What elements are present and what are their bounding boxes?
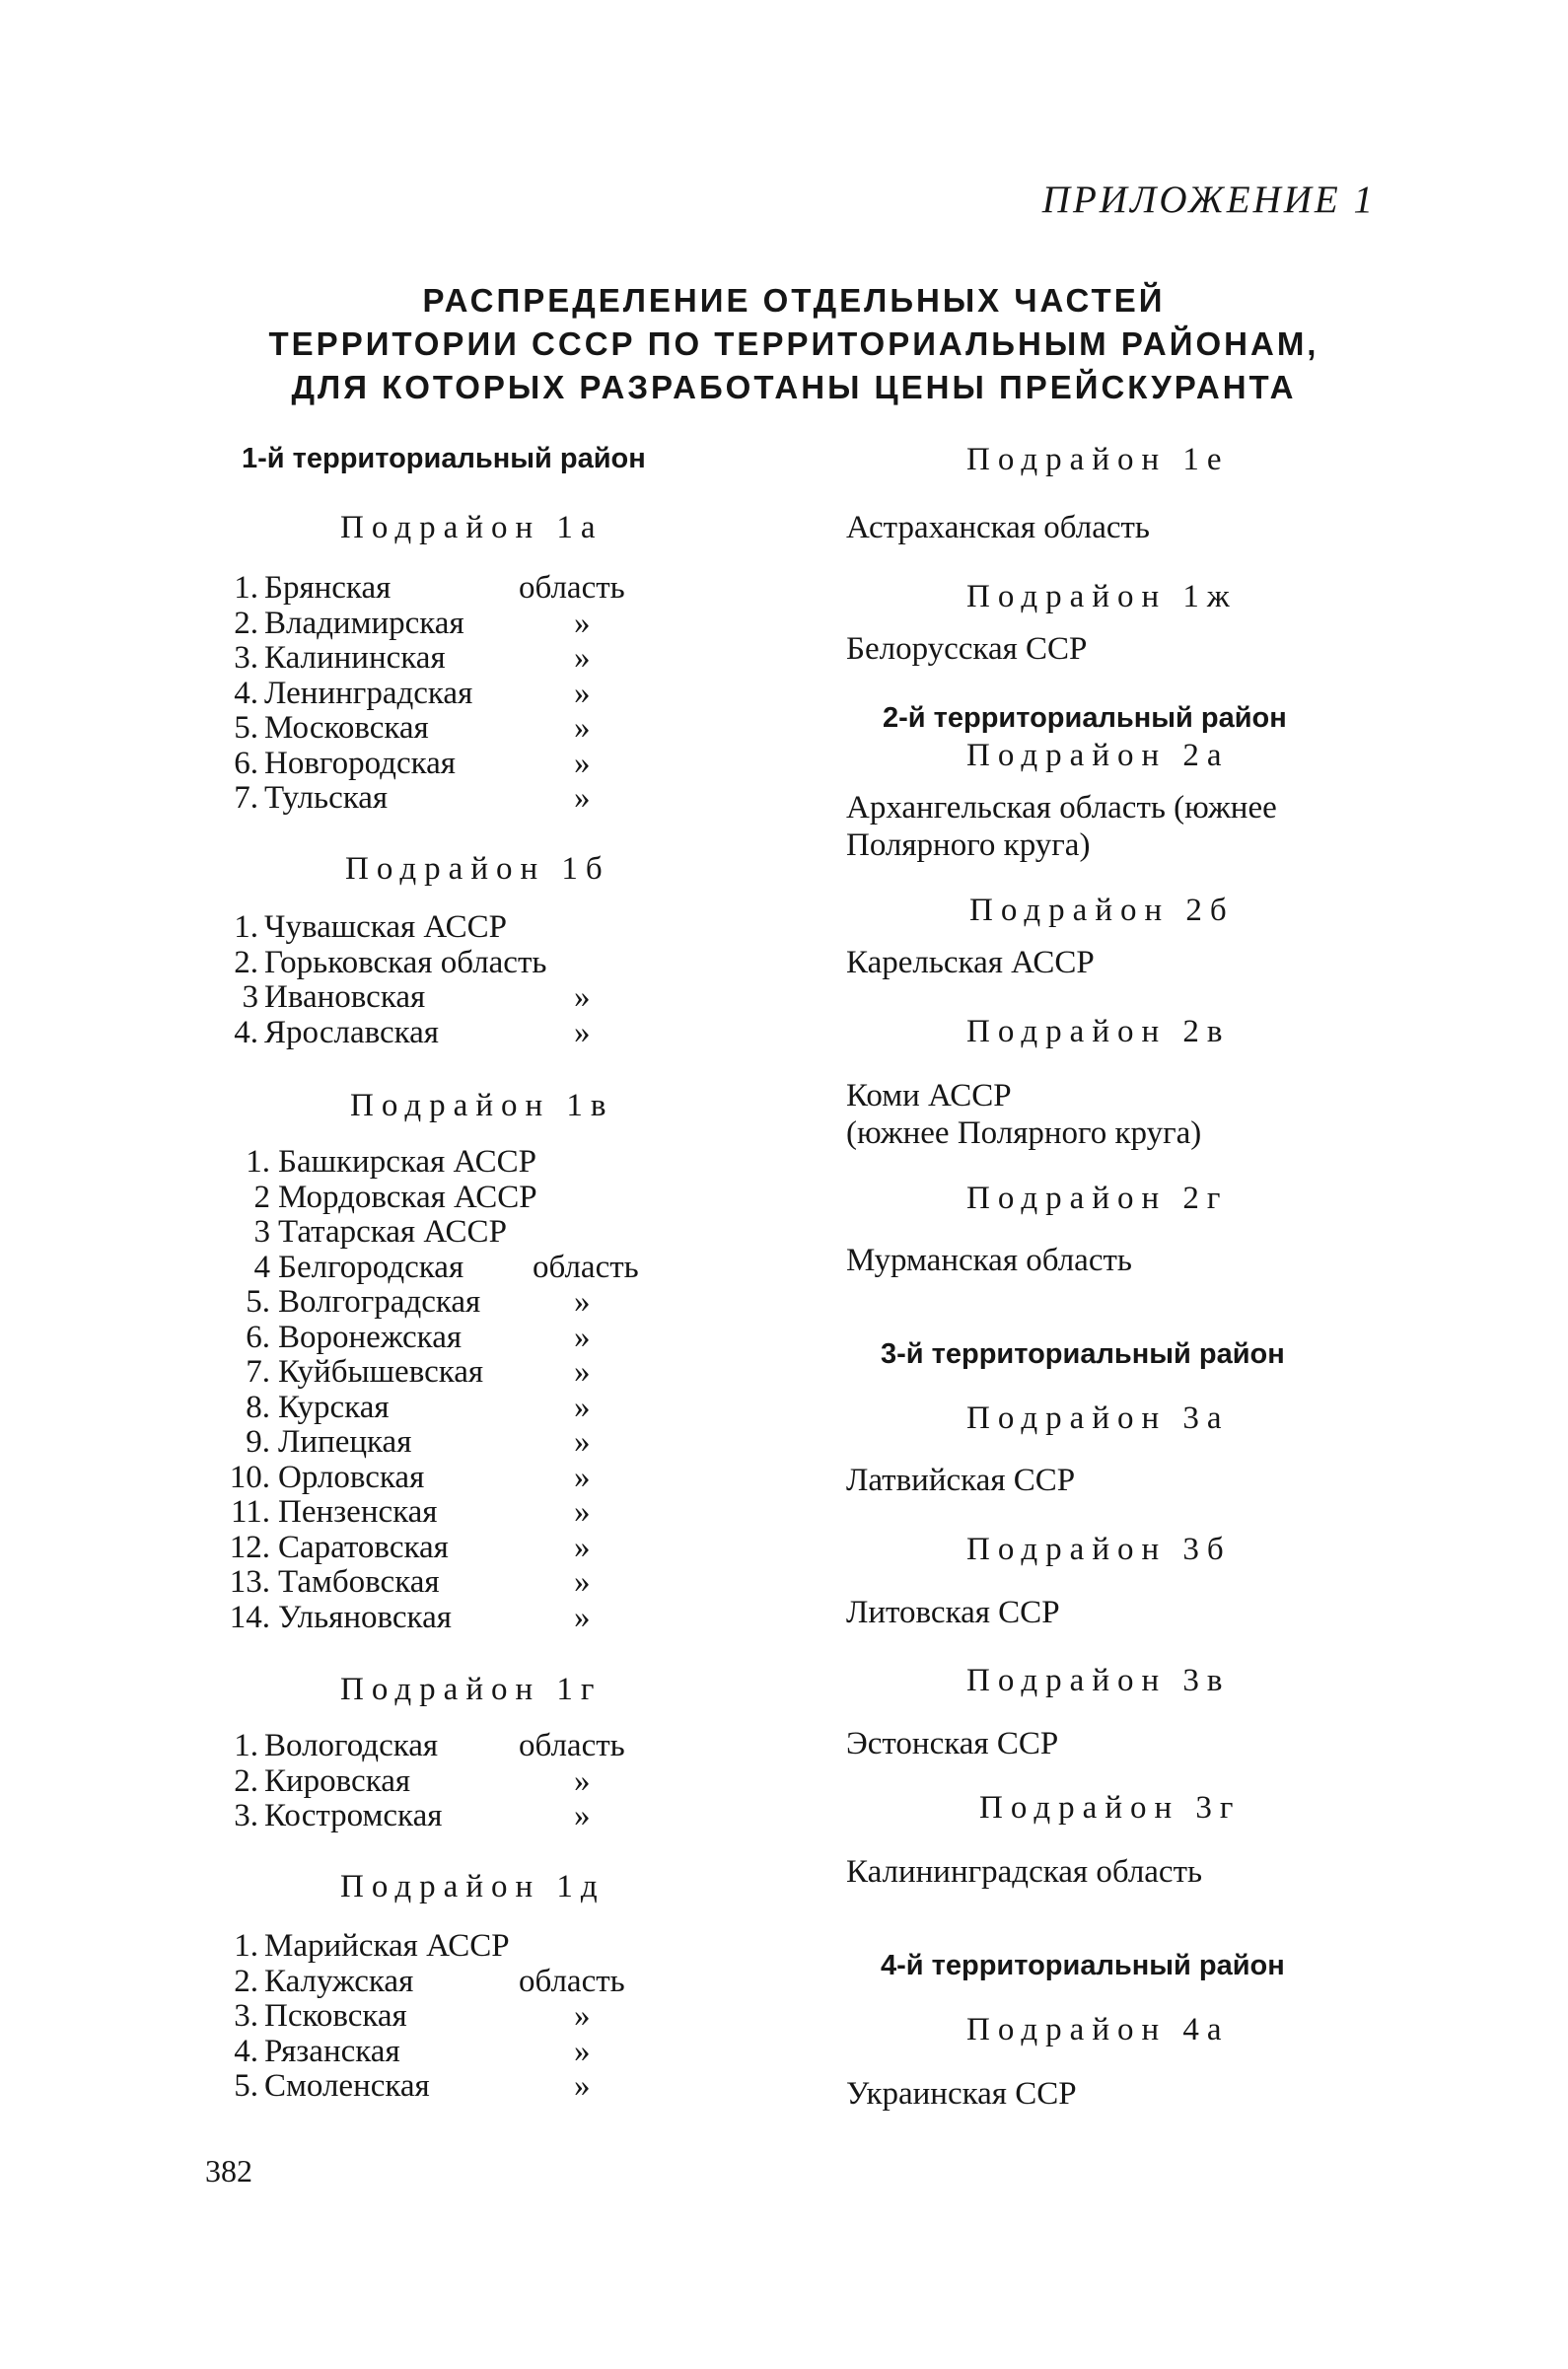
list-item-number: 5. — [234, 710, 258, 746]
subregion-2a-line-2: Полярного круга) — [846, 827, 1091, 863]
region-4-heading: 4-й территориальный район — [881, 1950, 1285, 1981]
list-item-number: 4. — [234, 675, 258, 711]
list-item-number: 13. — [229, 1564, 270, 1600]
list-item-suffix: область — [519, 570, 625, 606]
list-item-suffix: » — [574, 1424, 591, 1460]
subregion-2a-line-1: Архангельская область (южнее — [846, 790, 1277, 826]
subregion-3v-text: Эстонская ССР — [846, 1726, 1059, 1761]
subregion-1zh-text: Белорусская ССР — [846, 631, 1088, 667]
subregion-2a-text — [846, 789, 1277, 864]
subregion-1zh-title: Подрайон 1ж — [966, 579, 1238, 614]
subregion-1g-title: Подрайон 1г — [340, 1672, 603, 1707]
list-item-name: Волгоградская — [278, 1284, 481, 1320]
subregion-2g-text: Мурманская область — [846, 1243, 1132, 1278]
list-item-name: Ульяновская — [278, 1599, 452, 1635]
subregion-3a-title: Подрайон 3а — [966, 1400, 1230, 1436]
list-item-number: 3. — [234, 1798, 258, 1833]
page-title — [227, 279, 1361, 409]
list-item-name: Воронежская — [278, 1319, 463, 1355]
list-item-number: 2. — [234, 1762, 258, 1799]
list-item-number: 1. — [234, 1928, 258, 1964]
list-item-name: Горьковская область — [264, 944, 547, 980]
appendix-label: ПРИЛОЖЕНИЕ 1 — [1041, 179, 1376, 221]
list-item-suffix: » — [574, 605, 591, 641]
subregion-2v-title: Подрайон 2в — [966, 1014, 1231, 1049]
list-item-name: Татарская АССР — [278, 1214, 507, 1250]
list-item-name: Смоленская — [264, 2068, 430, 2104]
subregion-4a-text: Украинская ССР — [846, 2076, 1077, 2112]
list-item-number: 6. — [234, 745, 258, 781]
list-item-name: Калининская — [264, 640, 446, 676]
list-item-number: 1. — [246, 1144, 270, 1180]
subregion-2b-text: Карельская АССР — [846, 945, 1095, 980]
subregion-1e-text: Астраханская область — [846, 510, 1150, 545]
subregion-3g-text: Калининградская область — [846, 1854, 1203, 1890]
list-item-suffix: » — [574, 2068, 591, 2104]
list-item-number: 1. — [234, 570, 258, 606]
subregion-1a-title: Подрайон 1а — [340, 510, 604, 545]
list-item-number: 3 — [242, 979, 258, 1015]
list-item-name: Тамбовская — [278, 1564, 440, 1600]
subregion-2v-line-1: Коми АССР — [846, 1078, 1012, 1113]
list-item-number: 6. — [246, 1319, 270, 1355]
list-item-suffix: » — [574, 1354, 591, 1390]
list-item-name: Ивановская — [264, 979, 426, 1015]
list-item-name: Белгородская — [278, 1249, 464, 1285]
page-number: 382 — [205, 2153, 252, 2189]
list-item-name: Московская — [264, 710, 429, 746]
list-item-name: Марийская АССР — [264, 1928, 510, 1964]
list-item-name: Липецкая — [278, 1424, 412, 1460]
subregion-4a-title: Подрайон 4а — [966, 2012, 1230, 2047]
subregion-3a-text: Латвийская ССР — [846, 1463, 1076, 1498]
list-item-suffix: » — [574, 1599, 591, 1635]
subregion-2a-title: Подрайон 2а — [966, 738, 1230, 773]
list-item-name: Мордовская АССР — [278, 1179, 537, 1215]
list-item-name: Вологодская — [264, 1728, 439, 1763]
list-item-name: Брянская — [264, 570, 392, 606]
list-item-suffix: » — [574, 1014, 591, 1050]
list-item-suffix: » — [574, 1389, 591, 1425]
list-item-number: 2. — [234, 605, 258, 641]
list-item-suffix: » — [574, 780, 591, 816]
subregion-2v-text — [846, 1077, 1201, 1152]
list-item-name: Ленинградская — [264, 675, 473, 711]
list-item-suffix: область — [533, 1249, 639, 1285]
list-item-number: 4 — [253, 1249, 270, 1285]
list-item-suffix: » — [574, 1564, 591, 1600]
list-item-name: Ярославская — [264, 1014, 439, 1050]
subregion-1e-title: Подрайон 1е — [966, 442, 1230, 477]
subregion-2g-title: Подрайон 2г — [966, 1181, 1229, 1216]
list-item-number: 7. — [234, 780, 258, 816]
subregion-2v-line-2: (южнее Полярного круга) — [846, 1115, 1202, 1151]
list-item-number: 9. — [246, 1424, 270, 1460]
list-item-name: Кировская — [264, 1762, 411, 1799]
subregion-1d-title: Подрайон 1д — [340, 1869, 606, 1904]
list-item-number: 4. — [234, 1014, 258, 1050]
list-item-name: Рязанская — [264, 2033, 400, 2069]
list-item-number: 2 — [253, 1179, 270, 1215]
list-item-suffix: » — [574, 2033, 591, 2069]
list-item-number: 5. — [234, 2068, 258, 2104]
list-item-name: Новгородская — [264, 745, 456, 781]
list-item-number: 3. — [234, 1998, 258, 2034]
list-item-number: 8. — [246, 1389, 270, 1425]
list-item-suffix: область — [519, 1728, 625, 1763]
list-item-suffix: » — [574, 640, 591, 676]
list-item-number: 10. — [229, 1459, 270, 1495]
list-item-suffix: область — [519, 1963, 625, 1999]
list-item-suffix: » — [574, 1319, 591, 1355]
subregion-1b-title: Подрайон 1б — [345, 851, 610, 887]
list-item-number: 11. — [230, 1494, 270, 1530]
list-item-suffix: » — [574, 1998, 591, 2034]
list-item-name: Владимирская — [264, 605, 464, 641]
list-item-number: 1. — [234, 1728, 258, 1763]
list-item-suffix: » — [574, 745, 591, 781]
title-line-2: ТЕРРИТОРИИ СССР ПО ТЕРРИТОРИАЛЬНЫМ РАЙОНАМ, — [268, 325, 1319, 362]
list-item-name: Тульская — [264, 780, 389, 816]
list-item-name: Башкирская АССР — [278, 1144, 537, 1180]
region-3-heading: 3-й территориальный район — [881, 1338, 1285, 1370]
region-1-heading: 1-й территориальный район — [242, 443, 646, 474]
title-line-1: РАСПРЕДЕЛЕНИЕ ОТДЕЛЬНЫХ ЧАСТЕЙ — [422, 282, 1166, 319]
subregion-1v-title: Подрайон 1в — [350, 1088, 614, 1123]
subregion-3v-title: Подрайон 3в — [966, 1663, 1231, 1698]
list-item-suffix: » — [574, 1284, 591, 1320]
list-item-number: 2. — [234, 944, 258, 980]
list-item-number: 3 — [253, 1214, 270, 1250]
subregion-3b-title: Подрайон 3б — [966, 1532, 1232, 1567]
list-item-name: Саратовская — [278, 1529, 449, 1565]
list-item-suffix: » — [574, 1494, 591, 1530]
list-item-name: Костромская — [264, 1798, 443, 1833]
subregion-3g-title: Подрайон 3г — [979, 1790, 1242, 1826]
list-item-name: Курская — [278, 1389, 390, 1425]
list-item-number: 3. — [234, 640, 258, 676]
list-item-number: 7. — [246, 1354, 270, 1390]
list-item-name: Чувашская АССР — [264, 909, 507, 945]
list-item-suffix: » — [574, 710, 591, 746]
list-item-name: Псковская — [264, 1998, 407, 2034]
list-item-number: 14. — [229, 1599, 270, 1635]
list-item-number: 1. — [234, 909, 258, 945]
list-item-suffix: » — [574, 675, 591, 711]
list-item-name: Пензенская — [278, 1494, 438, 1530]
title-line-3: ДЛЯ КОТОРЫХ РАЗРАБОТАНЫ ЦЕНЫ ПРЕЙСКУРАНТА — [291, 369, 1297, 405]
list-item-number: 4. — [234, 2033, 258, 2069]
list-item-suffix: » — [574, 979, 591, 1015]
list-item-name: Куйбышевская — [278, 1354, 484, 1390]
subregion-3b-text: Литовская ССР — [846, 1595, 1060, 1630]
region-2-heading: 2-й территориальный район — [883, 702, 1287, 734]
list-item-suffix: » — [574, 1459, 591, 1495]
subregion-2b-title: Подрайон 2б — [969, 893, 1235, 928]
list-item-name: Калужская — [264, 1963, 414, 1999]
list-item-suffix: » — [574, 1798, 591, 1833]
list-item-name: Орловская — [278, 1459, 425, 1495]
list-item-suffix: » — [574, 1762, 591, 1799]
list-item-number: 2. — [234, 1963, 258, 1999]
list-item-suffix: » — [574, 1529, 591, 1565]
list-item-number: 5. — [246, 1284, 270, 1320]
list-item-number: 12. — [229, 1529, 270, 1565]
